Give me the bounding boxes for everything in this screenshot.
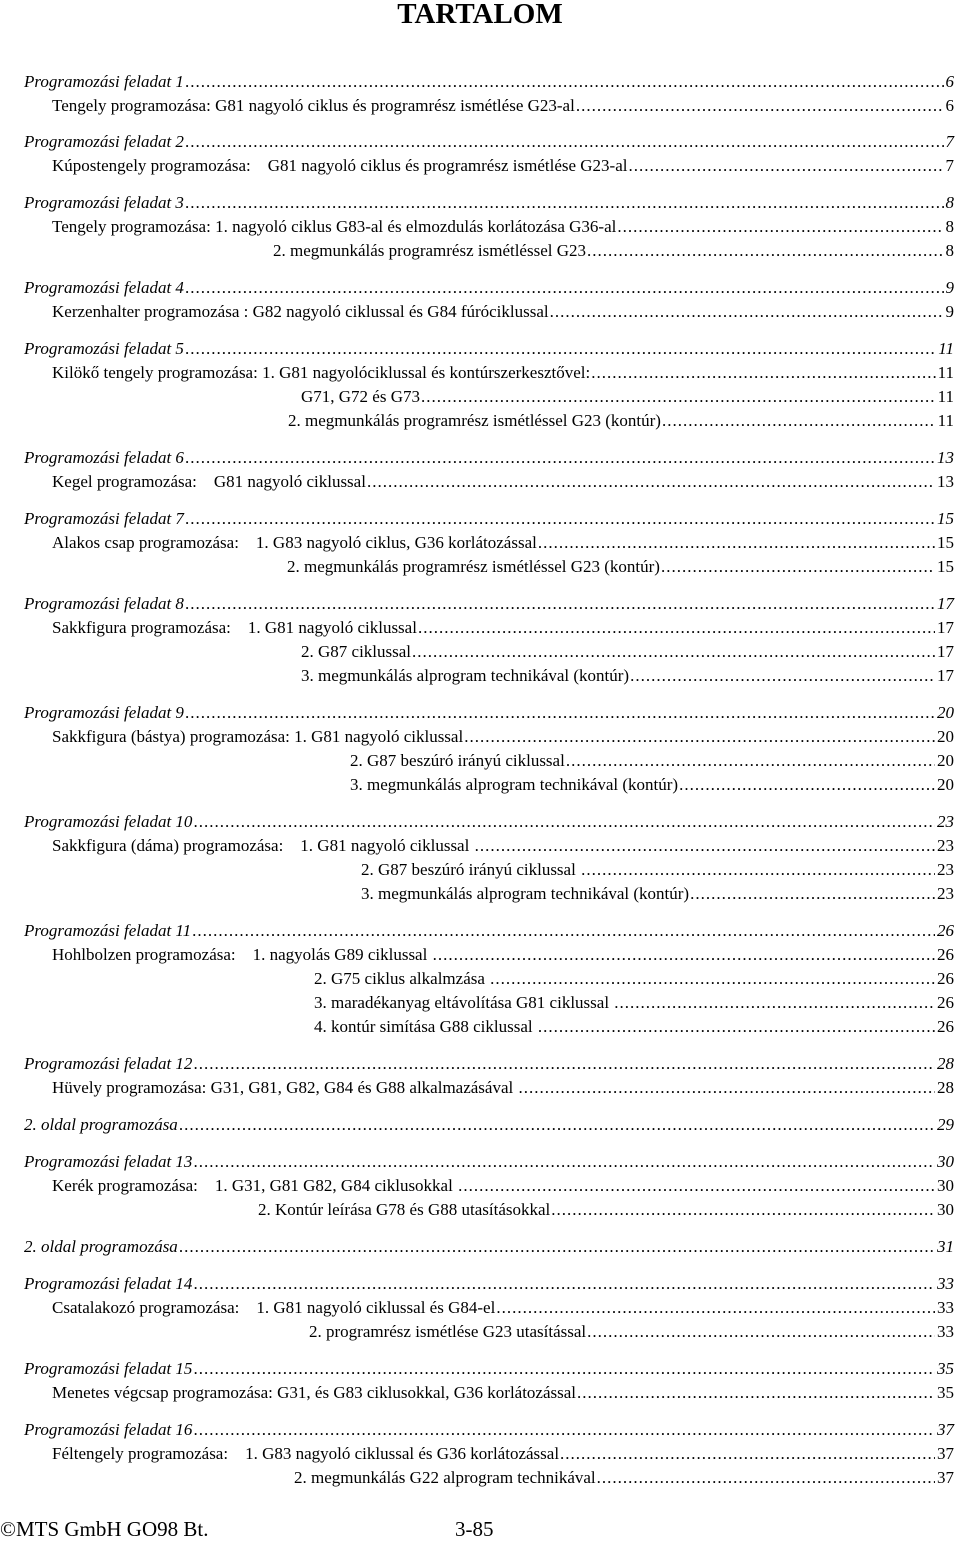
toc-heading-entry[interactable] xyxy=(24,1115,954,1139)
toc-page-number: 13 xyxy=(937,472,954,491)
toc-page-number: 26 xyxy=(937,921,954,940)
toc-entry[interactable] xyxy=(361,884,954,908)
toc-leader-dots xyxy=(421,387,936,407)
toc-entry-text: Programozási feladat 14 xyxy=(24,1274,193,1293)
toc-entry-text: Programozási feladat 8 xyxy=(24,594,184,613)
toc-page-number: 17 xyxy=(937,642,954,661)
toc-leader-dots xyxy=(679,775,935,795)
toc-entry-text: Menetes végcsap programozása: G31, és G83 ciklusokkal, G36 korlátozással xyxy=(52,1383,577,1402)
toc-leader-dots xyxy=(192,921,935,941)
toc-page-number: 33 xyxy=(937,1274,954,1293)
toc-heading-entry[interactable] xyxy=(24,278,954,302)
toc-page-number: 15 xyxy=(937,557,954,576)
toc-leader-dots xyxy=(518,1078,935,1098)
toc-entry[interactable] xyxy=(273,241,954,265)
toc-entry-text: 3. megmunkálás alprogram technikával (kontúr) xyxy=(301,666,630,685)
footer-page-number: 3-85 xyxy=(455,1517,494,1541)
toc-page-number: 29 xyxy=(937,1115,954,1134)
toc-entry-text: 3. megmunkálás alprogram technikával (kontúr) xyxy=(361,884,690,903)
toc-leader-dots xyxy=(551,1200,935,1220)
toc-page-number: 23 xyxy=(937,884,954,903)
toc-leader-dots xyxy=(185,703,935,723)
toc-entry[interactable] xyxy=(314,969,954,993)
toc-leader-dots xyxy=(690,884,935,904)
toc-page-number: 11 xyxy=(938,339,954,358)
toc-entry-text: 2. G87 ciklussal xyxy=(301,642,412,661)
toc-leader-dots xyxy=(179,1237,935,1257)
toc-entry-text: 2. G75 ciklus alkalmzása xyxy=(314,969,490,988)
toc-page-number: 30 xyxy=(937,1200,954,1219)
toc-entry[interactable] xyxy=(258,1200,954,1224)
toc-leader-dots xyxy=(464,727,935,747)
toc-entry-text: Programozási feladat 16 xyxy=(24,1420,193,1439)
toc-entry-text: Sakkfigura programozása: 1. G81 nagyoló ciklussal xyxy=(52,618,417,637)
toc-entry-text: Csatalakozó programozása: 1. G81 nagyoló ciklussal és G84-el xyxy=(52,1298,496,1317)
toc-entry-text: 2. G87 beszúró irányú ciklussal xyxy=(361,860,581,879)
toc-entry-text: Programozási feladat 3 xyxy=(24,193,184,212)
toc-heading-entry[interactable] xyxy=(24,1152,954,1176)
toc-page-number: 8 xyxy=(945,217,954,236)
toc-entry-text: Kegel programozása: G81 nagyoló ciklussal xyxy=(52,472,366,491)
toc-heading-entry[interactable] xyxy=(24,72,954,96)
toc-entry-text: Programozási feladat 5 xyxy=(24,339,184,358)
toc-leader-dots xyxy=(185,193,944,213)
toc-leader-dots xyxy=(185,509,935,529)
toc-entry-text: 2. megmunkálás programrész ismétléssel G23 xyxy=(273,241,587,260)
toc-leader-dots xyxy=(576,96,944,116)
toc-leader-dots xyxy=(185,278,944,298)
toc-entry[interactable] xyxy=(294,1468,954,1492)
toc-leader-dots xyxy=(185,594,935,614)
toc-entry-text: Hüvely programozása: G31, G81, G82, G84 és G88 alkalmazásával xyxy=(52,1078,518,1097)
toc-page-number: 31 xyxy=(937,1237,954,1256)
toc-leader-dots xyxy=(418,618,935,638)
toc-page-number: 17 xyxy=(937,594,954,613)
toc-heading-entry[interactable] xyxy=(24,193,954,217)
toc-heading-entry[interactable] xyxy=(24,812,954,836)
toc-page-number: 26 xyxy=(937,969,954,988)
toc-leader-dots xyxy=(193,1359,935,1379)
toc-page-number: 17 xyxy=(937,666,954,685)
toc-leader-dots xyxy=(185,132,944,152)
toc-entry[interactable] xyxy=(350,751,954,775)
page-title: TARTALOM xyxy=(397,0,563,30)
toc-heading-entry[interactable] xyxy=(24,1274,954,1298)
toc-page-number: 20 xyxy=(937,775,954,794)
toc-heading-entry[interactable] xyxy=(24,703,954,727)
toc-page-number: 9 xyxy=(945,302,954,321)
toc-page-number: 28 xyxy=(937,1078,954,1097)
toc-entry-text: Programozási feladat 7 xyxy=(24,509,184,528)
toc-entry-text: 2. oldal programozása xyxy=(24,1237,178,1256)
toc-entry[interactable] xyxy=(314,993,954,1017)
toc-leader-dots xyxy=(661,557,935,577)
toc-leader-dots xyxy=(367,472,935,492)
toc-page-number: 26 xyxy=(937,1017,954,1036)
toc-page-number: 37 xyxy=(937,1444,954,1463)
toc-page-number: 28 xyxy=(937,1054,954,1073)
toc-heading-entry[interactable] xyxy=(24,448,954,472)
toc-entry[interactable] xyxy=(52,1383,954,1407)
toc-entry-text: Programozási feladat 10 xyxy=(24,812,193,831)
toc-entry-text: Kerzenhalter programozása : G82 nagyoló ciklussal és G84 fúróciklussal xyxy=(52,302,549,321)
toc-leader-dots xyxy=(412,642,935,662)
toc-entry-text: Programozási feladat 6 xyxy=(24,448,184,467)
toc-entry[interactable] xyxy=(52,945,954,969)
toc-page-number: 7 xyxy=(945,156,954,175)
toc-page-number: 35 xyxy=(937,1359,954,1378)
toc-leader-dots xyxy=(538,533,935,553)
toc-page-number: 37 xyxy=(937,1468,954,1487)
toc-entry-text: Kerék programozása: 1. G31, G81 G82, G84 ciklusokkal xyxy=(52,1176,458,1195)
toc-heading-entry[interactable] xyxy=(24,921,954,945)
toc-leader-dots xyxy=(597,1468,935,1488)
toc-entry[interactable] xyxy=(361,860,954,884)
toc-page-number: 30 xyxy=(937,1152,954,1171)
toc-leader-dots xyxy=(617,217,943,237)
toc-leader-dots xyxy=(496,1298,935,1318)
toc-entry[interactable] xyxy=(301,642,954,666)
toc-page-number: 23 xyxy=(937,860,954,879)
toc-page-number: 33 xyxy=(937,1322,954,1341)
toc-entry[interactable] xyxy=(350,775,954,799)
toc-leader-dots xyxy=(550,302,944,322)
toc-leader-dots xyxy=(538,1017,935,1037)
toc-leader-dots xyxy=(566,751,935,771)
toc-entry[interactable] xyxy=(287,557,954,581)
toc-page-number: 11 xyxy=(937,363,954,382)
toc-leader-dots xyxy=(630,666,935,686)
toc-page-number: 15 xyxy=(937,533,954,552)
toc-page-number: 13 xyxy=(937,448,954,467)
toc-page-number: 26 xyxy=(937,993,954,1012)
toc-entry-text: 2. G87 beszúró irányú ciklussal xyxy=(350,751,565,770)
toc-entry[interactable] xyxy=(52,836,954,860)
footer-copyright: ©MTS GmbH GO98 Bt. xyxy=(0,1517,209,1541)
toc-leader-dots xyxy=(185,339,936,359)
toc-page-number: 11 xyxy=(937,387,954,406)
toc-entry-text: Féltengely programozása: 1. G83 nagyoló ciklussal és G36 korlátozással xyxy=(52,1444,560,1463)
toc-heading-entry[interactable] xyxy=(24,1359,954,1383)
toc-entry-text: 2. oldal programozása xyxy=(24,1115,178,1134)
toc-leader-dots xyxy=(581,860,935,880)
toc-entry-text: 2. megmunkálás programrész ismétléssel G23 (kontúr) xyxy=(288,411,661,430)
toc-page-number: 8 xyxy=(945,241,954,260)
toc-leader-dots xyxy=(193,1274,935,1294)
toc-leader-dots xyxy=(433,945,935,965)
toc-heading-entry[interactable] xyxy=(24,509,954,533)
toc-leader-dots xyxy=(614,993,935,1013)
toc-entry-text: Hohlbolzen programozása: 1. nagyolás G89 ciklussal xyxy=(52,945,432,964)
toc-heading-entry[interactable] xyxy=(24,132,954,156)
toc-entry[interactable] xyxy=(52,1444,954,1468)
toc-entry-text: Sakkfigura (dáma) programozása: 1. G81 nagyoló ciklussal xyxy=(52,836,474,855)
toc-page-number: 35 xyxy=(937,1383,954,1402)
toc-page-number: 15 xyxy=(937,509,954,528)
toc-leader-dots xyxy=(560,1444,935,1464)
toc-leader-dots xyxy=(179,1115,935,1135)
toc-page-number: 17 xyxy=(937,618,954,637)
toc-heading-entry[interactable] xyxy=(24,1237,954,1261)
toc-entry[interactable] xyxy=(52,1298,954,1322)
toc-page-number: 33 xyxy=(937,1298,954,1317)
toc-entry[interactable] xyxy=(52,1078,954,1102)
toc-leader-dots xyxy=(185,448,935,468)
toc-leader-dots xyxy=(475,836,935,856)
toc-leader-dots xyxy=(193,1420,935,1440)
toc-entry-text: Tengely programozása: G81 nagyoló ciklus és programrész ismétlése G23-al xyxy=(52,96,575,115)
toc-page-number: 37 xyxy=(937,1420,954,1439)
toc-entry[interactable] xyxy=(52,156,954,180)
toc-entry[interactable] xyxy=(301,387,954,411)
toc-entry-text: 2. megmunkálás G22 alprogram technikával xyxy=(294,1468,596,1487)
toc-entry[interactable] xyxy=(52,96,954,120)
toc-page-number: 30 xyxy=(937,1176,954,1195)
toc-page-number: 11 xyxy=(937,411,954,430)
toc-entry[interactable] xyxy=(301,666,954,690)
toc-entry[interactable] xyxy=(314,1017,954,1041)
toc-page-number: 6 xyxy=(945,96,954,115)
toc-entry[interactable] xyxy=(52,472,954,496)
toc-entry-text: Kilökő tengely programozása: 1. G81 nagyolóciklussal és kontúrszerkesztővel: xyxy=(52,363,591,382)
toc-entry-text: Kúpostengely programozása: G81 nagyoló ciklus és programrész ismétlése G23-al xyxy=(52,156,628,175)
toc-entry-text: Programozási feladat 12 xyxy=(24,1054,193,1073)
toc-entry[interactable] xyxy=(52,727,954,751)
toc-entry[interactable] xyxy=(52,302,954,326)
toc-entry-text: Programozási feladat 13 xyxy=(24,1152,193,1171)
toc-entry[interactable] xyxy=(52,533,954,557)
toc-entry[interactable] xyxy=(52,363,954,387)
toc-page-number: 7 xyxy=(945,132,954,151)
toc-entry-text: Programozási feladat 2 xyxy=(24,132,184,151)
toc-entry-text: 2. Kontúr leírása G78 és G88 utasításokkal xyxy=(258,1200,551,1219)
toc-entry-text: 3. maradékanyag eltávolítása G81 ciklussal xyxy=(314,993,614,1012)
toc-entry-text: 2. programrész ismétlése G23 utasítással xyxy=(309,1322,587,1341)
toc-entry-text: Programozási feladat 4 xyxy=(24,278,184,297)
toc-entry-text: Programozási feladat 1 xyxy=(24,72,184,91)
toc-heading-entry[interactable] xyxy=(24,1420,954,1444)
toc-leader-dots xyxy=(193,812,935,832)
toc-leader-dots xyxy=(193,1054,935,1074)
toc-page-number: 20 xyxy=(937,727,954,746)
toc-entry[interactable] xyxy=(309,1322,954,1346)
toc-page-number: 26 xyxy=(937,945,954,964)
toc-page-number: 23 xyxy=(937,812,954,831)
toc-leader-dots xyxy=(185,72,944,92)
toc-leader-dots xyxy=(458,1176,935,1196)
toc-entry-text: Tengely programozása: 1. nagyoló ciklus G83-al és elmozdulás korlátozása G36-al xyxy=(52,217,617,236)
toc-heading-entry[interactable] xyxy=(24,339,954,363)
toc-entry-text: G71, G72 és G73 xyxy=(301,387,420,406)
toc-page-number: 9 xyxy=(945,278,954,297)
toc-leader-dots xyxy=(490,969,935,989)
toc-page-number: 20 xyxy=(937,751,954,770)
toc-page-number: 8 xyxy=(945,193,954,212)
toc-leader-dots xyxy=(587,241,943,261)
toc-entry-text: 3. megmunkálás alprogram technikával (kontúr) xyxy=(350,775,679,794)
toc-entry-text: 4. kontúr simítása G88 ciklussal xyxy=(314,1017,537,1036)
toc-leader-dots xyxy=(193,1152,935,1172)
toc-entry[interactable] xyxy=(52,1176,954,1200)
toc-page-number: 6 xyxy=(945,72,954,91)
toc-leader-dots xyxy=(629,156,944,176)
toc-entry-text: 2. megmunkálás programrész ismétléssel G23 (kontúr) xyxy=(287,557,660,576)
toc-page-number: 23 xyxy=(937,836,954,855)
toc-leader-dots xyxy=(577,1383,935,1403)
toc-entry[interactable] xyxy=(288,411,954,435)
toc-entry-text: Programozási feladat 11 xyxy=(24,921,192,940)
toc-entry-text: Programozási feladat 9 xyxy=(24,703,184,722)
toc-entry[interactable] xyxy=(52,217,954,241)
toc-page-number: 20 xyxy=(937,703,954,722)
toc-leader-dots xyxy=(662,411,936,431)
toc-entry-text: Alakos csap programozása: 1. G83 nagyoló ciklus, G36 korlátozással xyxy=(52,533,537,552)
toc-entry-text: Sakkfigura (bástya) programozása: 1. G81 nagyoló ciklussal xyxy=(52,727,464,746)
toc-leader-dots xyxy=(587,1322,935,1342)
toc-heading-entry[interactable] xyxy=(24,594,954,618)
toc-entry[interactable] xyxy=(52,618,954,642)
toc-entry-text: Programozási feladat 15 xyxy=(24,1359,193,1378)
toc-heading-entry[interactable] xyxy=(24,1054,954,1078)
toc-leader-dots xyxy=(591,363,935,383)
